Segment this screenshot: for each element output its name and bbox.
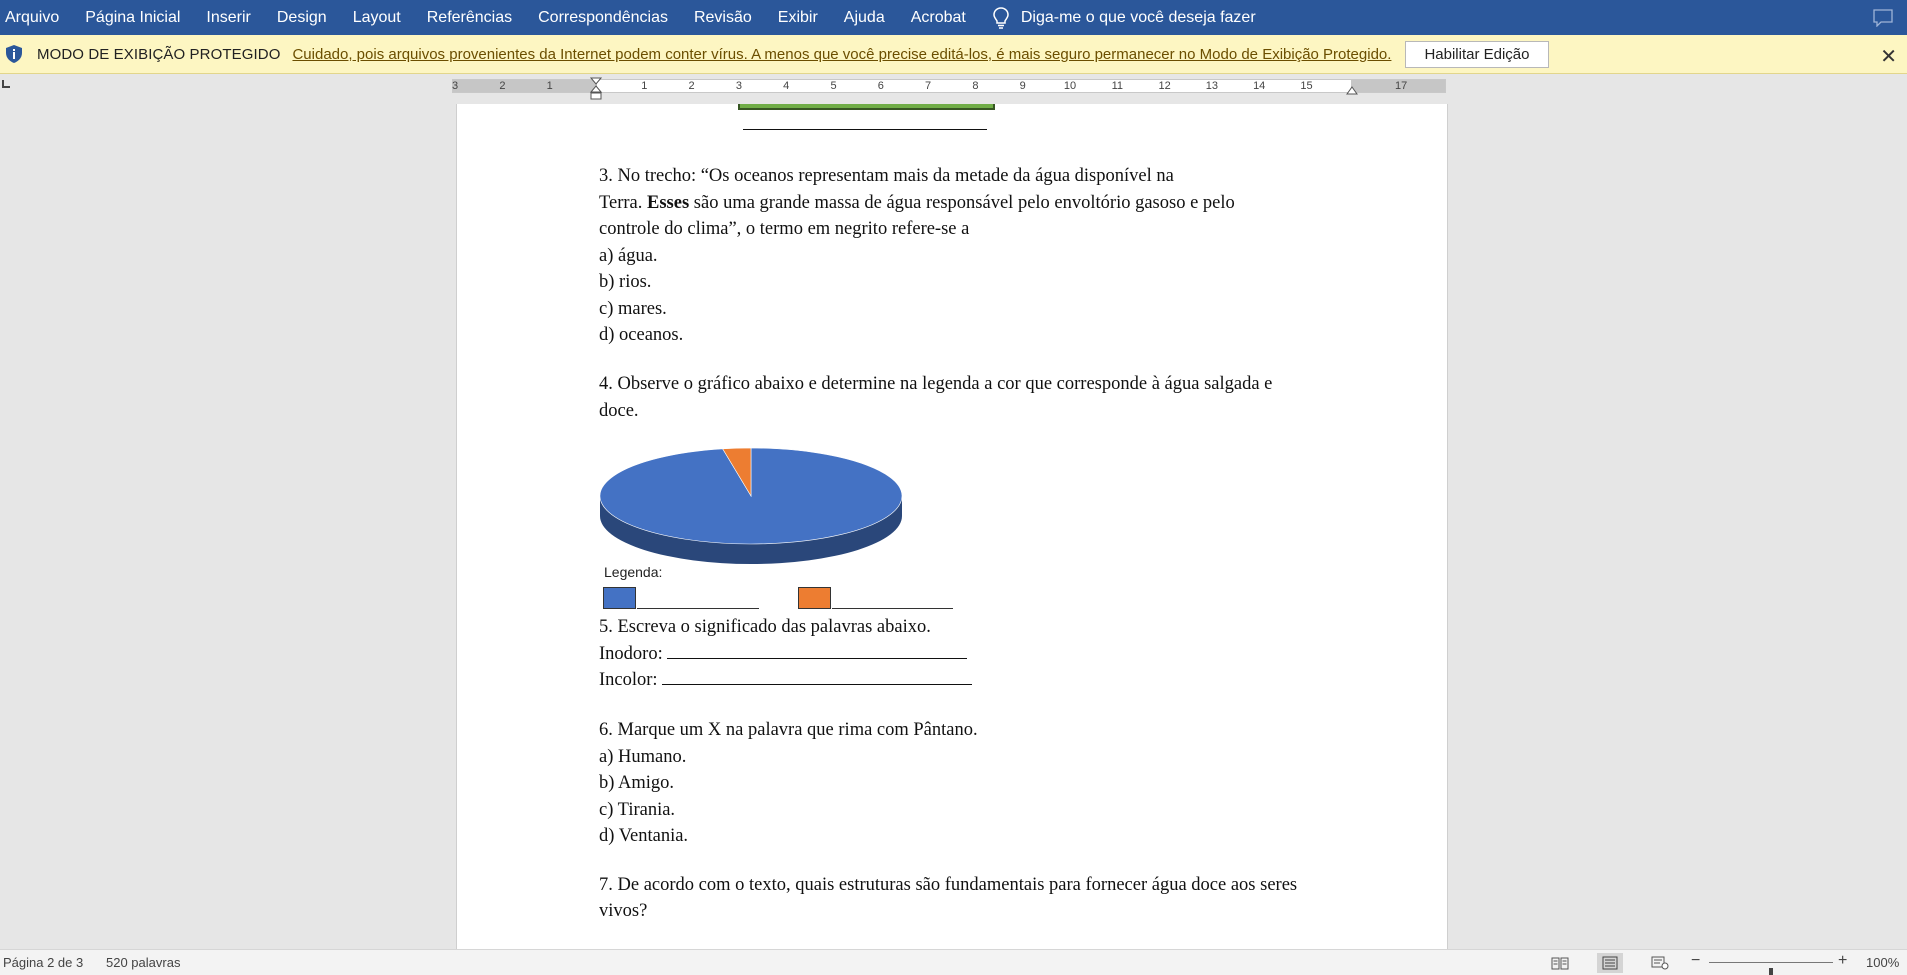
menu-ajuda[interactable]: Ajuda xyxy=(843,9,885,26)
q6-title: 6. Marque um X na palavra que rima com Pântano. xyxy=(599,720,978,740)
zoom-out-button[interactable]: − xyxy=(1691,952,1701,969)
q3-line-3: controle do clima”, o termo em negrito refere-se a xyxy=(599,219,970,239)
q6-option-d: d) Ventania. xyxy=(599,826,689,846)
zoom-in-button[interactable]: + xyxy=(1838,952,1848,969)
q6-option-b: b) Amigo. xyxy=(599,773,675,793)
q4-line-1: 4. Observe o gráfico abaixo e determine na legenda a cor que corresponde à água salgada e xyxy=(599,374,1273,394)
q5-title: 5. Escreva o significado das palavras abaixo. xyxy=(599,617,931,637)
menu-referencias[interactable]: Referências xyxy=(426,9,513,26)
q5-word-1-label: Inodoro: xyxy=(599,644,668,664)
ruler-label: 1 xyxy=(641,80,648,92)
menu-exibir[interactable]: Exibir xyxy=(777,9,818,26)
q7-line-1: 7. De acordo com o texto, quais estruturas são fundamentais para fornecer água doce aos seres xyxy=(599,875,1298,895)
menu-pagina-inicial[interactable]: Página Inicial xyxy=(85,9,181,26)
legend-title: Legenda: xyxy=(604,564,663,580)
q7-line-2: vivos? xyxy=(599,901,648,921)
ruler-label: 5 xyxy=(830,80,837,92)
q3-line-2 xyxy=(599,193,1235,214)
ruler-label: 13 xyxy=(1205,80,1219,92)
q5-blank-2 xyxy=(662,671,972,685)
q3-option-c: c) mares. xyxy=(599,299,667,319)
q3-line-2-end: são uma grande massa de água responsável pelo envoltório gasoso e pelo xyxy=(689,193,1235,213)
image-bottom-edge xyxy=(738,104,995,110)
ruler-left-margin xyxy=(453,80,597,92)
q3-line-2-start: Terra. xyxy=(599,193,648,213)
enable-editing-button[interactable]: Habilitar Edição xyxy=(1405,41,1548,68)
web-layout-icon[interactable] xyxy=(1647,953,1673,973)
ruler-label: 1 xyxy=(546,80,553,92)
answer-line xyxy=(743,129,987,130)
right-indent-marker-icon[interactable] xyxy=(1346,86,1358,96)
menu-design[interactable]: Design xyxy=(276,9,327,26)
ruler-label: 2 xyxy=(499,80,506,92)
word-count[interactable]: 520 palavras xyxy=(106,955,181,970)
comments-icon[interactable] xyxy=(1873,9,1893,27)
legend-swatch-blue xyxy=(603,587,636,609)
menu-acrobat[interactable]: Acrobat xyxy=(910,9,966,26)
page-count[interactable]: Página 2 de 3 xyxy=(3,955,84,970)
protected-view-message[interactable]: Cuidado, pois arquivos provenientes da Internet podem conter vírus. A menos que você precise editá-los, é mais seguro permanecer no Modo de Exibição Protegido. xyxy=(292,45,1392,63)
tell-me-search[interactable] xyxy=(993,0,1256,35)
tell-me-label: Diga-me o que você deseja fazer xyxy=(1020,8,1256,26)
q4-line-2: doce. xyxy=(599,401,639,421)
ruler-label: 14 xyxy=(1253,80,1266,92)
q5-word-2-label: Incolor: xyxy=(599,670,663,690)
ruler-label: 3 xyxy=(452,80,459,92)
q3-option-d: d) oceanos. xyxy=(599,325,684,345)
pie-chart xyxy=(599,444,919,574)
protected-view-bar xyxy=(0,35,1907,74)
ruler-label: 9 xyxy=(1019,80,1026,92)
ruler-label: 3 xyxy=(735,80,742,92)
status-bar xyxy=(0,949,1907,975)
tab-selector-icon[interactable] xyxy=(2,80,10,88)
print-layout-icon[interactable] xyxy=(1597,953,1623,973)
shield-info-icon xyxy=(4,44,24,64)
menu-correspondencias[interactable]: Correspondências xyxy=(538,9,668,26)
legend-swatch-orange xyxy=(798,587,831,609)
document-page[interactable] xyxy=(456,104,1448,949)
q5-word-2 xyxy=(599,670,972,691)
ruler-label: 15 xyxy=(1300,80,1313,92)
q3-line-1: 3. No trecho: “Os oceanos representam mais da metade da água disponível na xyxy=(599,166,1174,186)
ruler-label: 2 xyxy=(688,80,695,92)
read-mode-icon[interactable] xyxy=(1547,953,1573,973)
ruler-label: 8 xyxy=(972,80,979,92)
protected-view-title: MODO DE EXIBIÇÃO PROTEGIDO xyxy=(37,45,281,63)
legend-blank-1 xyxy=(637,608,759,609)
q3-bold-term: Esses xyxy=(647,193,690,213)
ruler-label: 4 xyxy=(783,80,790,92)
q3-option-b: b) rios. xyxy=(599,272,652,292)
ruler-label: 6 xyxy=(877,80,884,92)
ruler-label: 12 xyxy=(1158,80,1171,92)
zoom-slider-thumb[interactable] xyxy=(1769,968,1773,975)
q6-option-a: a) Humano. xyxy=(599,747,687,767)
ruler-label: 11 xyxy=(1111,80,1124,92)
lightbulb-icon xyxy=(993,7,1009,29)
menu-layout[interactable]: Layout xyxy=(352,9,401,26)
close-icon[interactable]: ✕ xyxy=(1880,46,1897,68)
zoom-slider[interactable] xyxy=(1709,962,1833,963)
q5-blank-1 xyxy=(667,645,967,659)
ruler-label: 10 xyxy=(1063,80,1077,92)
menu-revisao[interactable]: Revisão xyxy=(693,9,752,26)
q6-option-c: c) Tirania. xyxy=(599,800,676,820)
indent-marker-icon[interactable] xyxy=(590,77,602,103)
ribbon-menu-bar xyxy=(0,0,1907,35)
menu-arquivo[interactable]: Arquivo xyxy=(5,9,60,26)
legend-blank-2 xyxy=(832,608,953,609)
zoom-level[interactable]: 100% xyxy=(1866,955,1900,970)
menu-inserir[interactable]: Inserir xyxy=(206,9,251,26)
q3-option-a: a) água. xyxy=(599,246,658,266)
ruler-label: 7 xyxy=(925,80,932,92)
q5-word-1 xyxy=(599,644,967,665)
ruler-label: 17 xyxy=(1394,80,1408,92)
ruler-area xyxy=(0,74,1907,102)
